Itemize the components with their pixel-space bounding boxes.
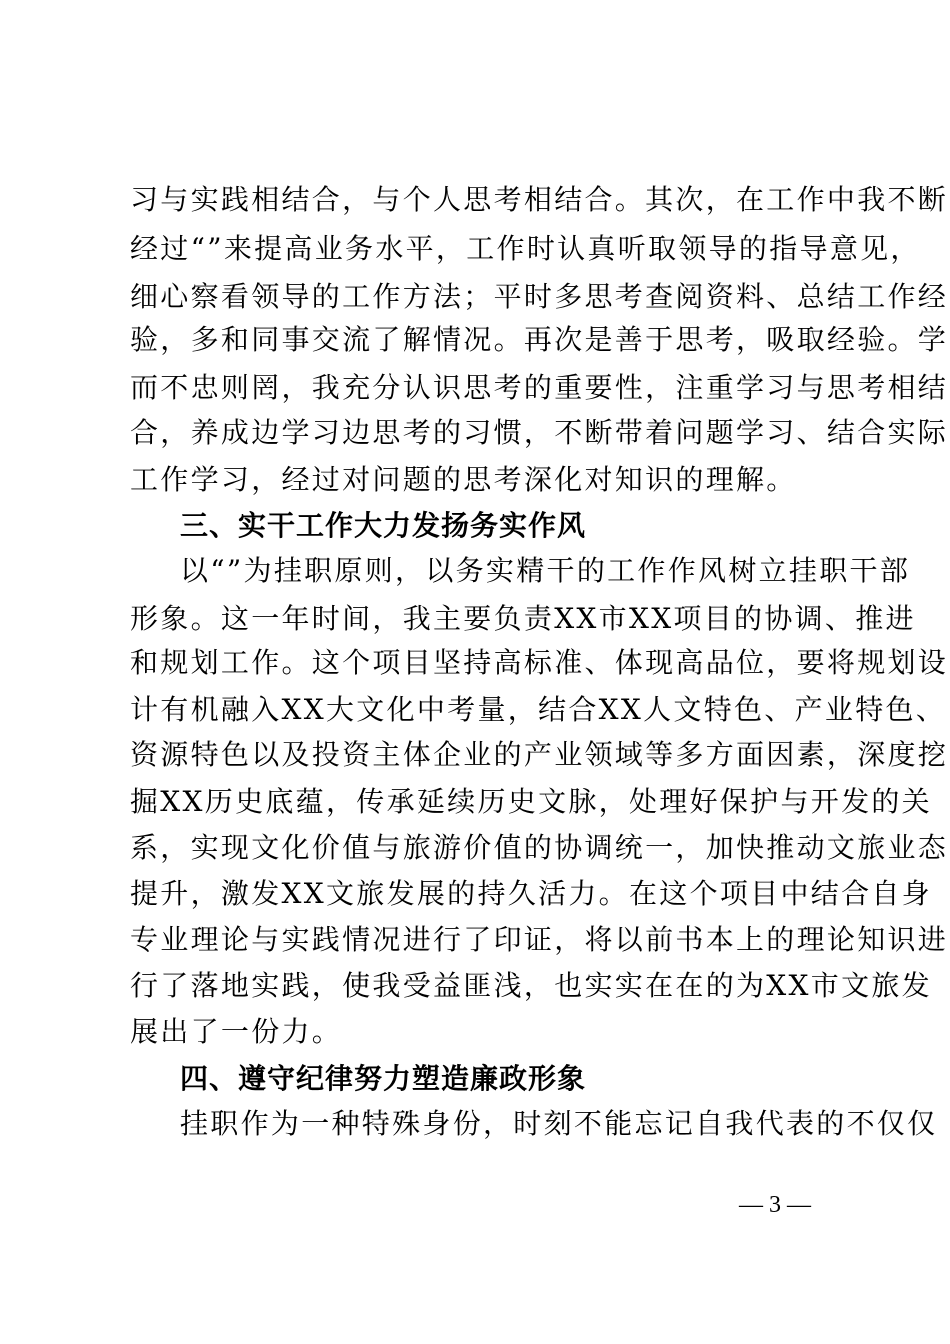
paragraph-line: 细心察看领导的工作方法；平时多思考查阅资料、总结工作经 [130,280,949,313]
paragraph-line: 工作学习，经过对问题的思考深化对知识的理解。 [130,463,797,496]
paragraph-line: 和规划工作。这个项目坚持高标准、体现高品位，要将规划设 [130,646,949,679]
paragraph-line: 展出了一份力。 [130,1015,343,1048]
paragraph-line: 验，多和同事交流了解情况。再次是善于思考，吸取经验。学 [130,323,949,356]
paragraph-line: 经过“”来提高业务水平，工作时认真听取领导的指导意见， [130,232,921,265]
paragraph-line: 形象。这一年时间，我主要负责XX市XX项目的协调、推进 [130,602,916,635]
section-heading: 四、遵守纪律努力塑造廉政形象 [180,1062,587,1095]
paragraph-line: 计有机融入XX大文化中考量，结合XX人文特色、产业特色、 [130,693,947,726]
paragraph-line: 合，养成边学习边思考的习惯，不断带着问题学习、结合实际 [130,416,949,449]
section-heading: 三、实干工作大力发扬务实作风 [180,509,587,542]
paragraph-line: 习与实践相结合，与个人思考相结合。其次，在工作中我不断 [130,183,949,216]
paragraph-line: 系，实现文化价值与旅游价值的协调统一，加快推动文旅业态 [130,831,949,864]
paragraph-line: 以“”为挂职原则，以务实精干的工作作风树立挂职干部 [180,554,911,587]
paragraph-line: 提升，激发XX文旅发展的持久活力。在这个项目中结合自身 [130,877,932,910]
paragraph-line: 而不忠则罔，我充分认识思考的重要性，注重学习与思考相结 [130,371,949,404]
paragraph-line: 挂职作为一种特殊身份，时刻不能忘记自我代表的不仅仅 [180,1107,938,1140]
page-number: — 3 — [739,1192,811,1218]
paragraph-line: 掘XX历史底蕴，传承延续历史文脉，处理好保护与开发的关 [130,785,932,818]
paragraph-line: 行了落地实践，使我受益匪浅，也实实在在的为XX市文旅发 [130,969,932,1002]
paragraph-line: 专业理论与实践情况进行了印证，将以前书本上的理论知识进 [130,923,949,956]
paragraph-line: 资源特色以及投资主体企业的产业领域等多方面因素，深度挖 [130,738,949,771]
